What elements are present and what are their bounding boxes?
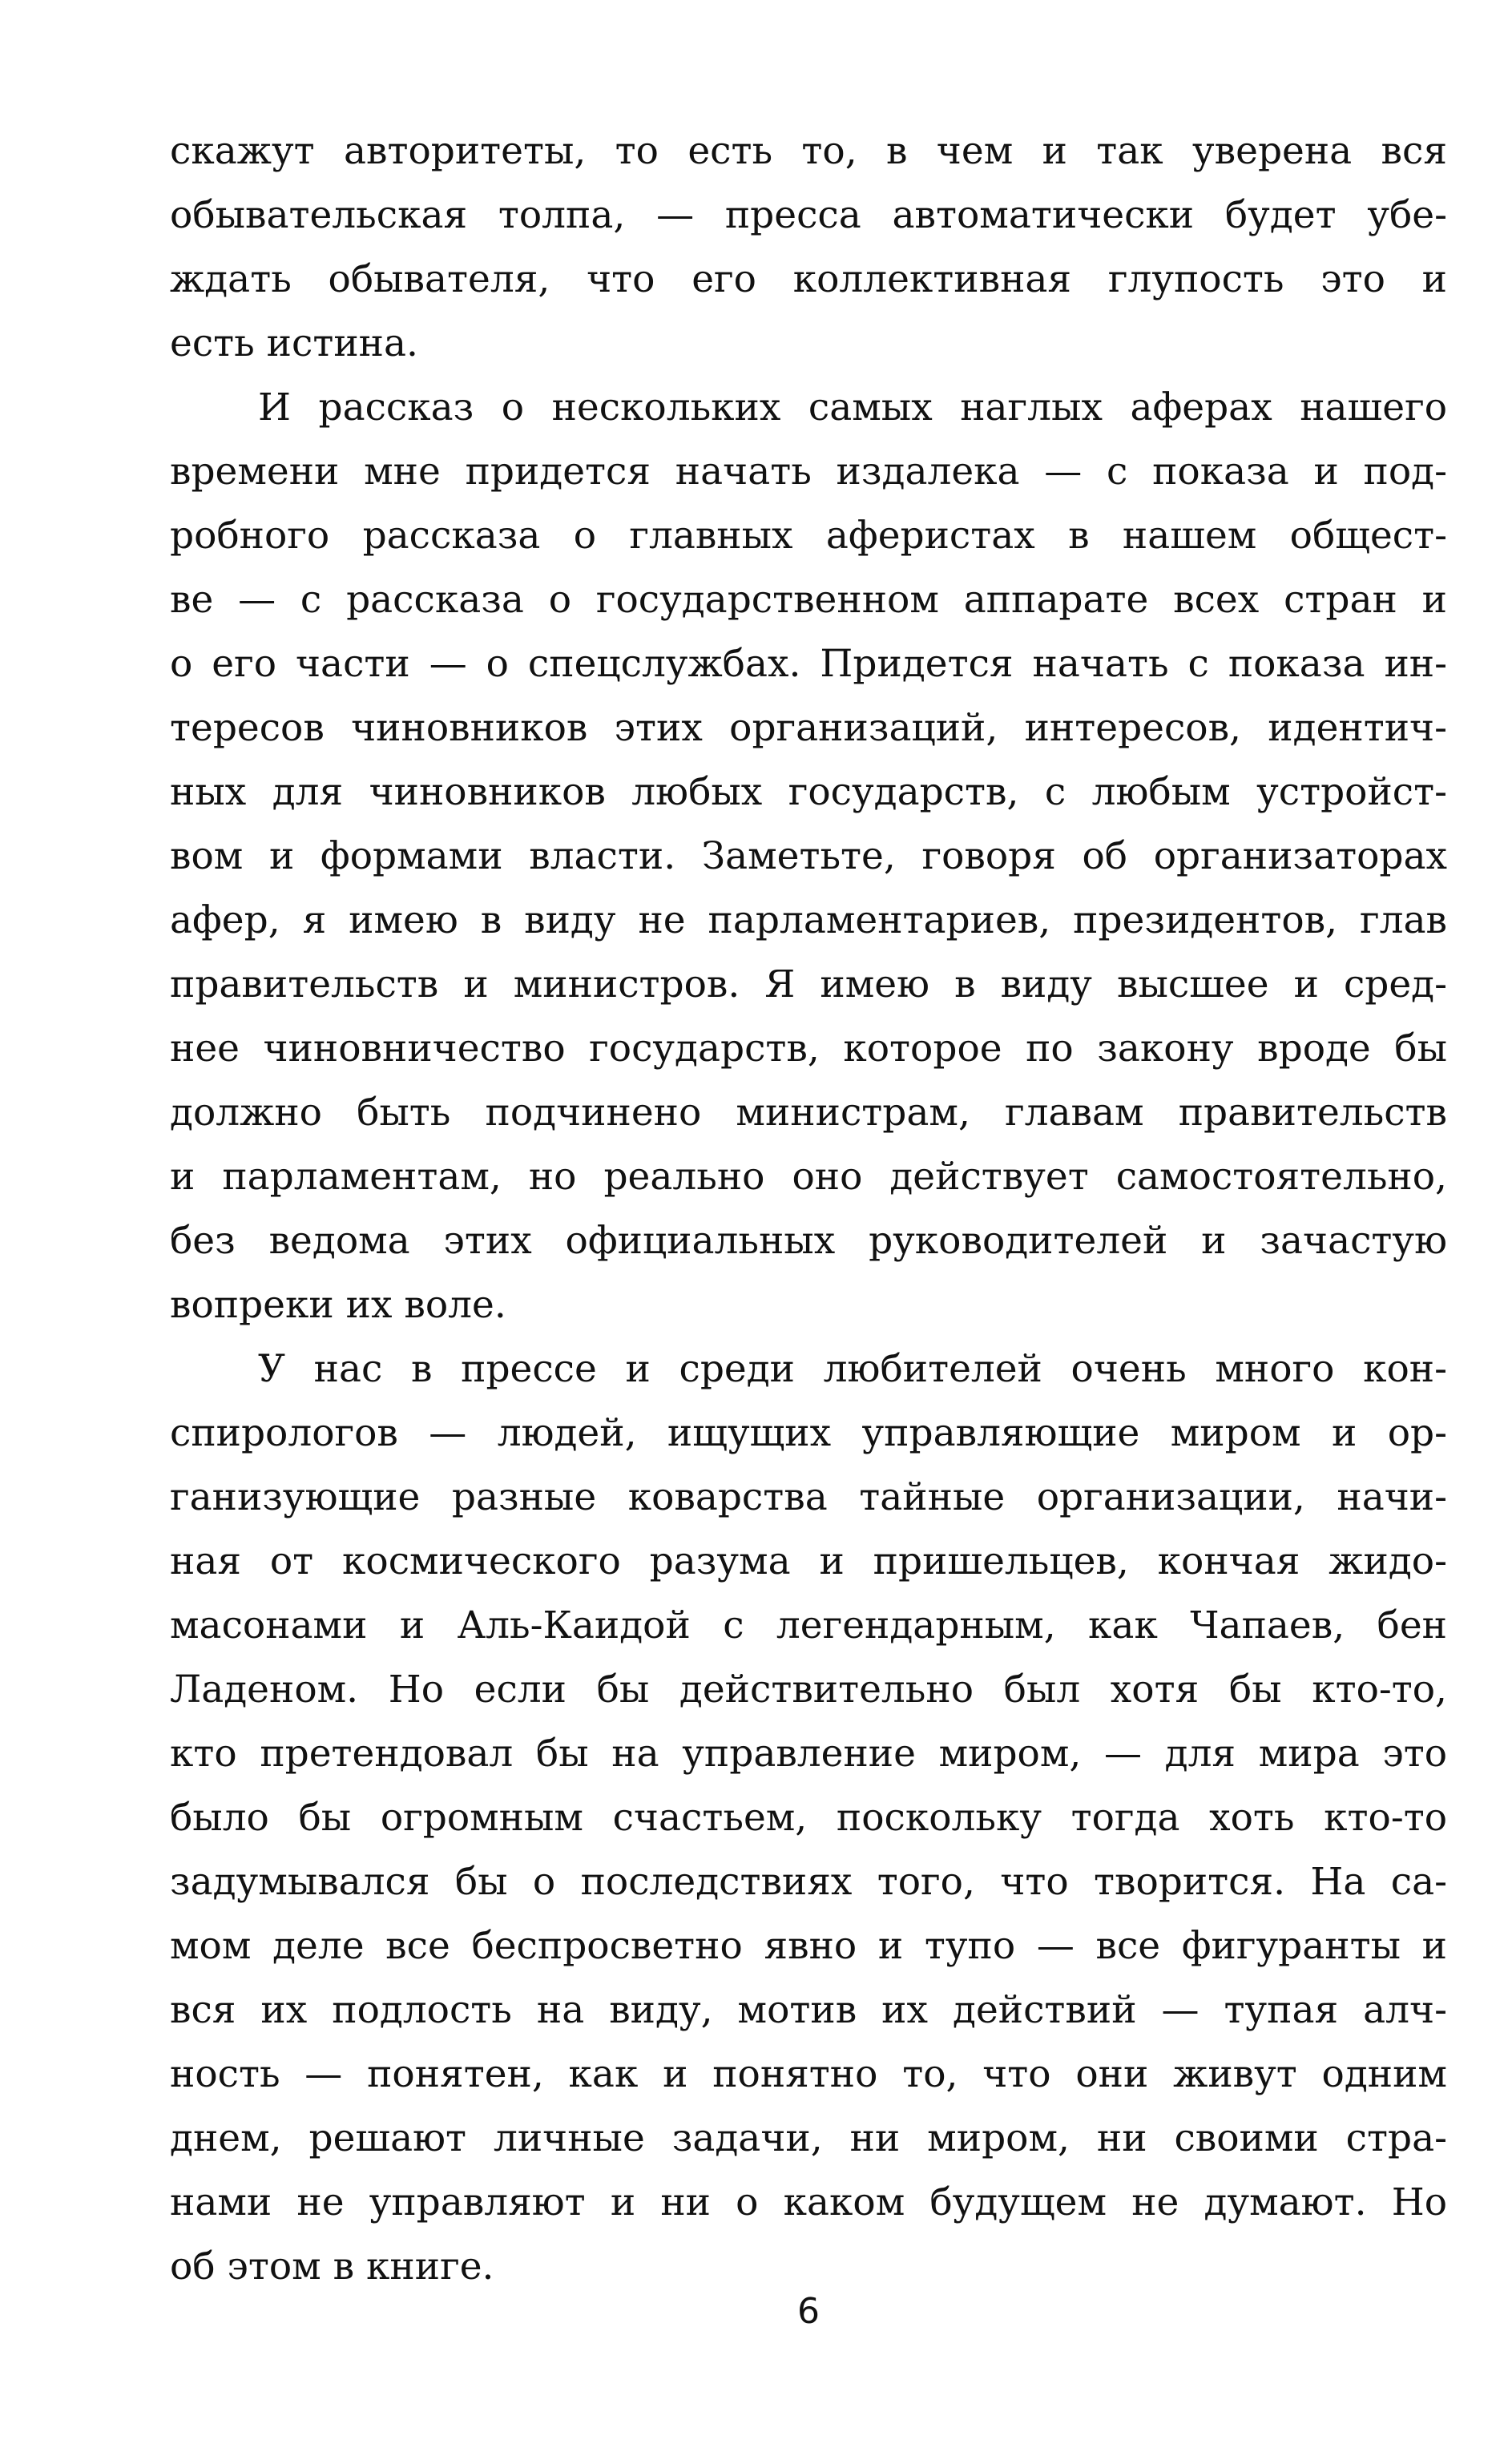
text-line: Ладеном. Но если бы действительно был хотя бы кто-то, — [170, 1668, 1447, 1712]
text-line: времени мне придется начать издалека — с показа и под- — [170, 450, 1447, 494]
text-line: должно быть подчинено министрам, главам правительств — [170, 1091, 1447, 1135]
text-line: И рассказ о нескольких самых наглых аферах нашего — [258, 385, 1447, 430]
text-line: было бы огромным счастьем, поскольку тогда хоть кто-то — [170, 1796, 1447, 1840]
text-line: нами не управляют и ни о каком будущем не думают. Но — [170, 2180, 1447, 2224]
book-page — [170, 120, 1447, 2332]
text-line: робного рассказа о главных аферистах в нашем общест- — [170, 514, 1447, 558]
text-line: обывательская толпа, — пресса автоматически будет убе- — [170, 193, 1447, 237]
text-line: вом и формами власти. Заметьте, говоря об организаторах — [170, 834, 1447, 878]
page-number: 6 — [797, 2291, 820, 2332]
text-line: ганизующие разные коварства тайные организации, начи- — [170, 1475, 1447, 1519]
text-line: мом деле все беспросветно явно и тупо — все фигуранты и — [170, 1924, 1447, 1968]
text-line: ных для чиновников любых государств, с любым устройст- — [170, 770, 1447, 814]
text-line: афер, я имею в виду не парламентариев, президентов, глав — [170, 898, 1447, 942]
text-line: вопреки их воле. — [170, 1283, 506, 1327]
text-line: У нас в прессе и среди любителей очень много кон- — [258, 1347, 1447, 1391]
text-line: правительств и министров. Я имею в виду высшее и сред- — [170, 962, 1447, 1006]
text-line: кто претендовал бы на управление миром, — для мира это — [170, 1732, 1447, 1776]
text-line: скажут авторитеты, то есть то, в чем и так уверена вся — [170, 129, 1447, 173]
text-line: вся их подлость на виду, мотив их действий — тупая алч- — [170, 1988, 1447, 2032]
text-line: ве — с рассказа о государственном аппарате всех стран и — [170, 578, 1447, 622]
text-line: о его части — о спецслужбах. Придется начать с показа ин- — [170, 642, 1447, 686]
text-line: масонами и Аль-Каидой с легендарным, как Чапаев, бен — [170, 1603, 1447, 1647]
text-line: без ведома этих официальных руководителей и зачастую — [170, 1219, 1447, 1263]
text-line: и парламентам, но реально оно действует самостоятельно, — [170, 1155, 1447, 1199]
text-line: днем, решают личные задачи, ни миром, ни своими стра- — [170, 2116, 1447, 2160]
text-line: нее чиновничество государств, которое по закону вроде бы — [170, 1026, 1447, 1071]
text-line: об этом в книге. — [170, 2244, 494, 2289]
text-line: ждать обывателя, что его коллективная глупость это и — [170, 257, 1447, 301]
text-line: тересов чиновников этих организаций, интересов, идентич- — [170, 706, 1447, 750]
text-line: ность — понятен, как и понятно то, что они живут одним — [170, 2052, 1447, 2096]
text-line: есть истина. — [170, 321, 418, 365]
text-line: задумывался бы о последствиях того, что творится. На са- — [170, 1860, 1447, 1904]
text-line: спирологов — людей, ищущих управляющие миром и ор- — [170, 1411, 1447, 1455]
text-line: ная от космического разума и пришельцев, кончая жидо- — [170, 1539, 1447, 1583]
